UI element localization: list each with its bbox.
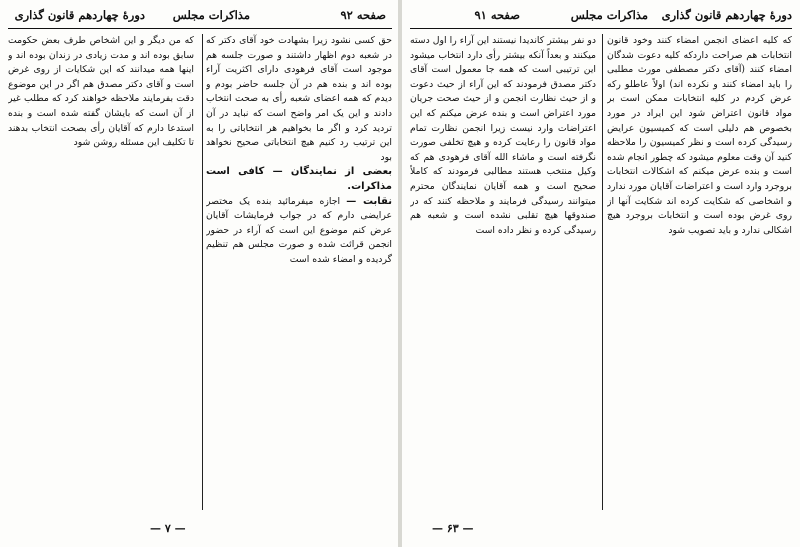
left-header-rule <box>8 28 392 29</box>
paragraph: که من دیگر و این اشخاص طرف بعض حکومت سابق بوده اند و مدت زیادی در زندان بوده اند و اینها همه میدانند که این شکایات از روی غرض است و آقای دکتر مصدق هم اگر در این موضوع دقت بفرمایند ملاحظه خواهند کرد که مطلب غیر از آن است که بایشان گفته شده است و بنده استدعا دارم که آقایان رأی بصحت انتخاب بدهند تا تکلیف این مسئله روشن شود <box>8 35 194 149</box>
left-page-column-right <box>206 34 392 510</box>
paragraph: دو نفر بیشتر کاندیدا نیستند این آراء را اول دسته میکنند و بعداً آنکه بیشتر رأی دارد انتخاب میشود این ترتیبی است که همه جا معمول است آقای دکتر مصدق فرمودند که این آراء از حیث دعوت و از حیث نظارت انجمن و از حیث صحت جریان مورد اعتراض است و بنده عرض میکنم که این اعتراضات وارد نیست زیرا انجمن نظارت تمام مواد قانون را رعایت کرده و هیچ تخلفی صورت نگرفته است و ماشاء الله آقای فرهودی هم که وکیل منتخب هستند مطالبی فرمودند که کاملاً صحیح است و همه آقایان نمایندگان محترم میتوانند رسیدگی فرمایند و ملاحظه کنند که در صندوقها هیچ تقلبی نشده است و شعبه هم رسیدگی کرده و نظر داده است <box>410 35 596 236</box>
paragraph: که کلیه اعضای انجمن امضاء کنند وخود قانون انتخابات هم صراحت داردکه کلیه دعوت شدگان امضاء کنند (آقای دکتر مصطفی مورث مطلبی را باید امضاء کنند و نکرده اند) اولاً عاطلو رکه عرض کردم در کلیه انتخابات ممکن است بر مواد قانون اعتراض شود این ایراد در مورد بخصوص هم دلیلی است که کمیسیون عرایض رسیدگی کرده است و نظر کمیسیون را ملاحظه کنید آن وقت معلوم میشود که چطور انجام شده است و بنده عرض میکنم که اشکالات انتخابات بروجرد وارد است و اعتراضات آقایان مورد ندارد و اشخاصی که شکایت کرده اند شکایت آنها از روی غرض بوده است و انتخابات بروجرد هیچ اشکالی ندارد و باید تصویب شود <box>607 35 792 236</box>
right-page-footer: — ۶۳ — <box>432 522 474 535</box>
section-subhead: بعضی از نمایندگان — کافی است مذاکرات. <box>206 166 392 192</box>
right-header-rule <box>410 28 792 29</box>
right-page-column-right <box>607 34 792 510</box>
left-page-title: مذاکرات مجلس <box>172 8 250 22</box>
right-page-title: مذاکرات مجلس <box>570 8 648 22</box>
left-page-number: صفحه ۹۲ <box>340 8 386 22</box>
left-page-series: دورهٔ چهاردهم قانون گذاری <box>14 8 145 22</box>
left-page-column-left <box>8 34 194 510</box>
column-divider <box>202 34 203 510</box>
right-page-number: صفحه ۹۱ <box>474 8 520 22</box>
right-page <box>402 0 800 547</box>
paragraph: حق کسی نشود زیرا بشهادت خود آقای دکتر که در شعبه دوم اظهار داشتند و صورت جلسه هم موجود است آقای فرهودی دارای اکثریت آراء بوده اند و بنده هم در آن جلسه حاضر بودم و دیدم که همه اعضای شعبه رأی به صحت انتخاب دادند و این یک امر واضح است که نباید در آن تردید کرد و اگر ما بخواهیم هر انتخاباتی را به این ترتیب رد کنیم هیچ انتخاباتی صحیح نخواهد بود <box>206 35 392 163</box>
right-page-series: دورهٔ چهاردهم قانون گذاری <box>661 8 792 22</box>
column-divider <box>602 34 603 510</box>
left-page-footer: — ۷ — <box>150 522 186 535</box>
right-page-column-left <box>410 34 596 510</box>
speaker-name: نقابت — <box>346 195 392 207</box>
paragraph: اجازه میفرمائید بنده یک مختصر عرایضی دارم که در جواب فرمایشات آقایان عرض کنم موضوع این است که آراء در حضور انجمن قرائت شده و صورت مجلس هم تنظیم گردیده و امضاء شده است <box>206 195 392 265</box>
